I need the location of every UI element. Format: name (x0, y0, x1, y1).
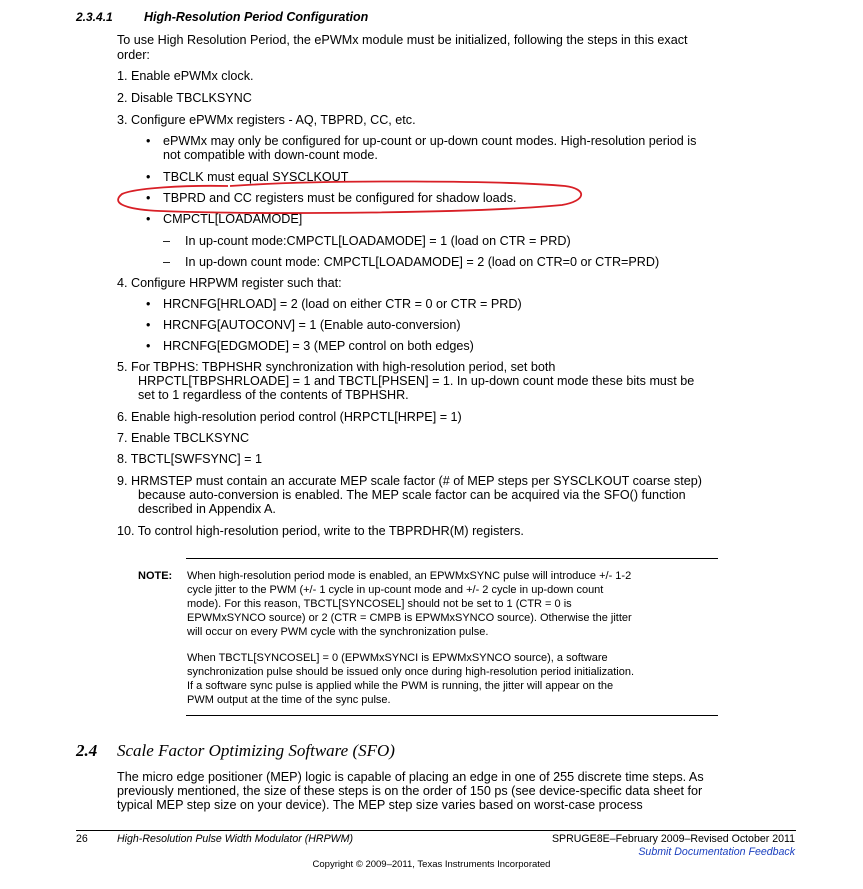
copyright: Copyright © 2009–2011, Texas Instruments Incorporated (312, 859, 551, 870)
intro-text-line2: order: (117, 48, 150, 62)
section2-title: Scale Factor Optimizing Software (SFO) (117, 741, 395, 760)
note-p2-line1: When TBCTL[SYNCOSEL] = 0 (EPWMxSYNCI is EPWMxSYNCO source), a software (187, 652, 608, 664)
step-2: 2. Disable TBCLKSYNC (117, 91, 252, 105)
step-4-bullet-1: HRCNFG[HRLOAD] = 2 (load on either CTR = 0 or CTR = PRD) (163, 297, 522, 311)
intro-text-line1: To use High Resolution Period, the ePWMx module must be initialized, following the steps in this exact (117, 33, 688, 47)
note-bottom-rule (186, 715, 718, 716)
bullet: • (146, 134, 151, 148)
section2-para-line1: The micro edge positioner (MEP) logic is capable of placing an edge in one of 255 discrete time steps. As (117, 770, 704, 784)
section-title: High-Resolution Period Configuration (144, 10, 369, 24)
step-4-bullet-2: HRCNFG[AUTOCONV] = 1 (Enable auto-conversion) (163, 318, 461, 332)
step-9-line1: 9. HRMSTEP must contain an accurate MEP scale factor (# of MEP steps per SYSCLKOUT coarse step) (117, 474, 702, 488)
note-p2-line3: If a software sync pulse is applied while the PWM is running, the jitter will appear on the (187, 680, 614, 692)
note-p2-line2: synchronization pulse should be issued only once during high-resolution period initialization. (187, 666, 634, 678)
footer-doc-title: High-Resolution Pulse Width Modulator (HRPWM) (117, 833, 353, 845)
note-p1-line2: cycle jitter to the PWM (+/- 1 cycle in up-count mode and +/- 2 cycle in up-down count (187, 584, 604, 596)
dash: – (163, 255, 171, 269)
step-3-bullet-1-line2: not compatible with down-count mode. (163, 148, 378, 162)
section2-para-line2: previously mentioned, the size of these steps is on the order of 150 ps (see device-specific data sheet for (117, 784, 703, 798)
step-5-line1: 5. For TBPHS: TBPHSHR synchronization with high-resolution period, set both (117, 360, 556, 374)
step-9-line2: because auto-conversion is enabled. The MEP scale factor can be acquired via the SFO() function (138, 488, 686, 502)
submit-feedback-link[interactable]: Submit Documentation Feedback (638, 846, 795, 858)
step-4: 4. Configure HRPWM register such that: (117, 276, 342, 290)
step-3-dash-1: In up-count mode:CMPCTL[LOADAMODE] = 1 (load on CTR = PRD) (185, 234, 571, 248)
step-3: 3. Configure ePWMx registers - AQ, TBPRD, CC, etc. (117, 113, 416, 127)
red-annotation-ellipse (110, 180, 590, 218)
step-3-bullet-4: CMPCTL[LOADAMODE] (163, 212, 303, 226)
step-9-line3: described in Appendix A. (138, 502, 276, 516)
footer-doc-id: SPRUGE8E–February 2009–Revised October 2011 (551, 833, 795, 845)
section2-para-line3: typical MEP step size on your device). The MEP step size varies based on worst-case process (117, 798, 643, 812)
step-5-line2: HRPCTL[TBPSHRLOADE] = 1 and TBCTL[PHSEN] = 1. In up-down count mode these bits must be (138, 374, 695, 388)
bullet: • (146, 212, 151, 226)
note-p2-line4: PWM output at the time of the sync pulse. (187, 694, 391, 706)
note-label: NOTE: (138, 570, 173, 582)
note-p1-line4: EPWMxSYNCO source) or 2 (CTR = CMPB is EPWMxSYNCO source). Otherwise the jitter (187, 612, 632, 624)
note-p1-line5: will occur on every PWM cycle with the synchronization pulse. (187, 626, 489, 638)
note-top-rule (186, 558, 718, 559)
footer-rule (76, 830, 796, 831)
note-p1-line1: When high-resolution period mode is enabled, an EPWMxSYNC pulse will introduce +/- 1-2 (187, 570, 632, 582)
step-3-bullet-1-line1: ePWMx may only be configured for up-count or up-down count modes. High-resolution period is (163, 134, 697, 148)
dash: – (163, 234, 171, 248)
bullet: • (146, 191, 151, 205)
step-8: 8. TBCTL[SWFSYNC] = 1 (117, 452, 262, 466)
step-1: 1. Enable ePWMx clock. (117, 69, 254, 83)
step-5-line3: set to 1 regardless of the contents of TBPHSHR. (138, 388, 409, 402)
step-3-bullet-2: TBCLK must equal SYSCLKOUT (163, 170, 349, 184)
step-3-dash-2: In up-down count mode: CMPCTL[LOADAMODE] = 2 (load on CTR=0 or CTR=PRD) (185, 255, 660, 269)
step-6: 6. Enable high-resolution period control (HRPCTL[HRPE] = 1) (117, 410, 462, 424)
bullet: • (146, 170, 151, 184)
note-p1-line3: mode). For this reason, TBCTL[SYNCOSEL] should not be set to 1 (CTR = 0 is (187, 598, 572, 610)
section-number: 2.3.4.1 (76, 10, 113, 24)
step-10: 10. To control high-resolution period, write to the TBPRDHR(M) registers. (117, 524, 524, 538)
step-4-bullet-3: HRCNFG[EDGMODE] = 3 (MEP control on both edges) (163, 339, 474, 353)
step-7: 7. Enable TBCLKSYNC (117, 431, 250, 445)
page-number: 26 (76, 833, 88, 845)
section2-number: 2.4 (76, 741, 98, 760)
step-3-bullet-3: TBPRD and CC registers must be configured for shadow loads. (163, 191, 517, 205)
bullet: • (146, 339, 151, 353)
bullet: • (146, 318, 151, 332)
bullet: • (146, 297, 151, 311)
